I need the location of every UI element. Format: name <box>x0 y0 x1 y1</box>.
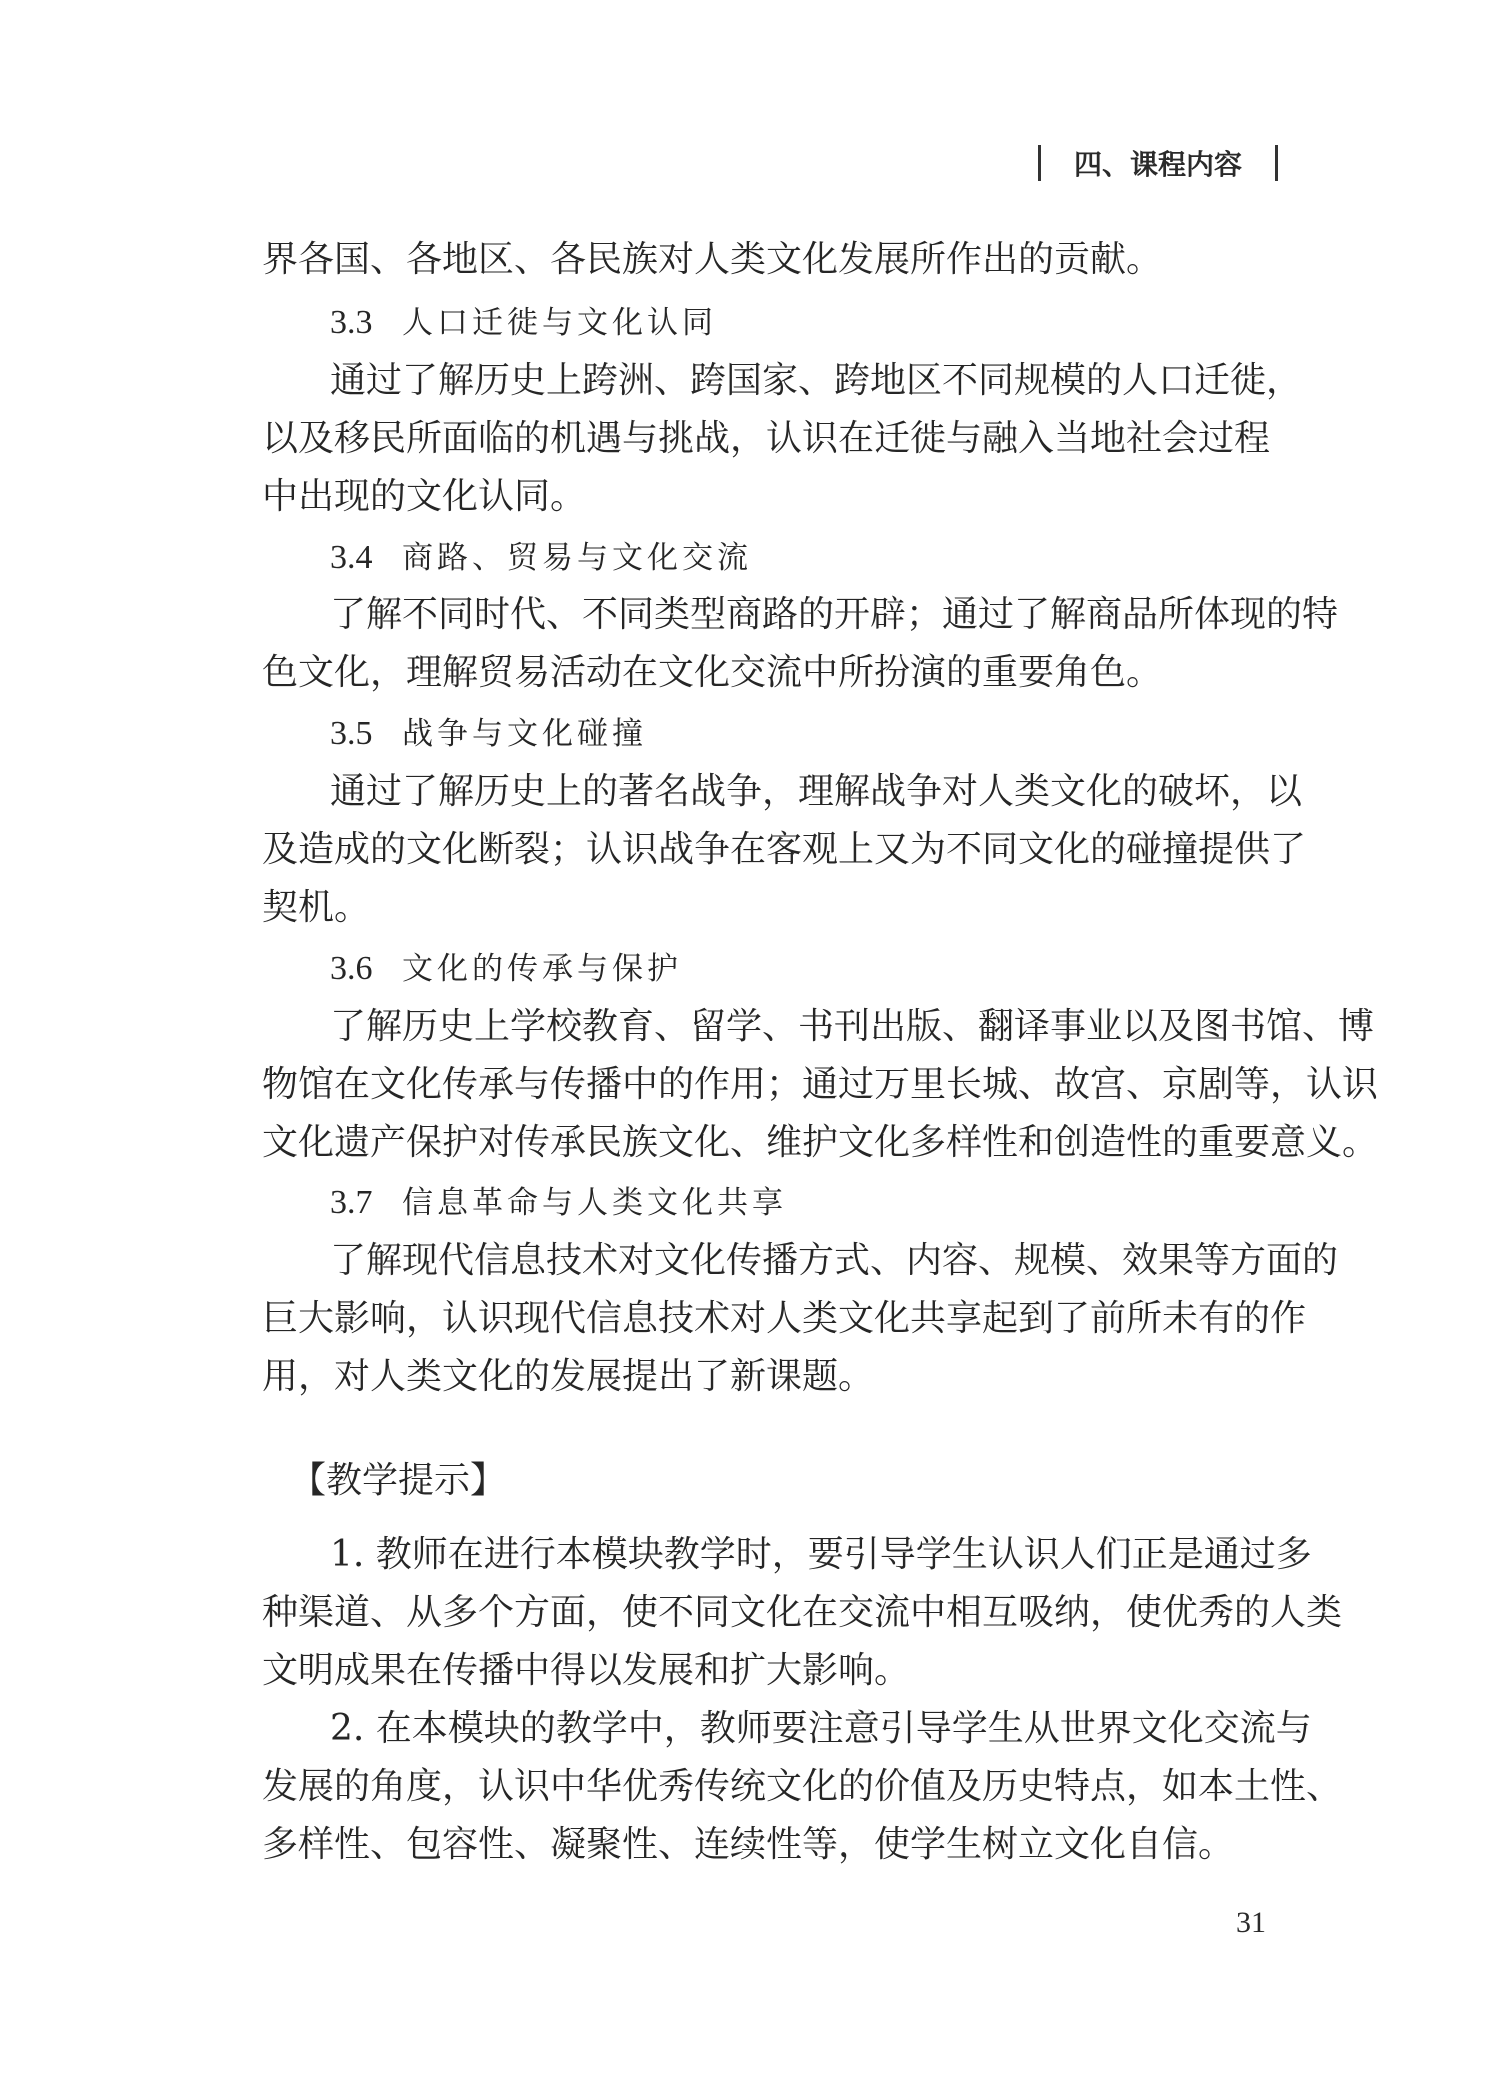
section-heading <box>330 533 752 583</box>
section-number: 3.4 <box>330 539 373 576</box>
running-header <box>1038 140 1278 186</box>
header-left-rule <box>1038 145 1041 181</box>
paragraph-line: 种渠道、从多个方面，使不同文化在交流中相互吸纳，使优秀的人类 <box>262 1592 1343 1633</box>
section-number: 3.7 <box>330 1184 373 1221</box>
header-right-rule <box>1275 145 1278 181</box>
page-number: 31 <box>1236 1906 1266 1939</box>
paragraph-line: 中出现的文化认同。 <box>262 476 587 517</box>
paragraph-line: 1. 教师在进行本模块教学时，要引导学生认识人们正是通过多 <box>330 1534 1312 1575</box>
paragraph-line: 契机。 <box>262 887 371 928</box>
paragraph-line: 2. 在本模块的教学中，教师要注意引导学生从世界文化交流与 <box>330 1708 1312 1749</box>
section-title: 人口迁徙与文化认同 <box>402 305 717 341</box>
section-number: 3.6 <box>330 950 373 987</box>
paragraph-line: 了解现代信息技术对文化传播方式、内容、规模、效果等方面的 <box>330 1240 1339 1281</box>
section-heading <box>330 944 682 994</box>
paragraph-line: 色文化，理解贸易活动在文化交流中所扮演的重要角色。 <box>262 652 1163 693</box>
paragraph-line: 通过了解历史上的著名战争，理解战争对人类文化的破坏，以 <box>330 771 1303 812</box>
paragraph-line: 文化遗产保护对传承民族文化、维护文化多样性和创造性的重要意义。 <box>262 1122 1379 1163</box>
paragraph-line: 多样性、包容性、凝聚性、连续性等，使学生树立文化自信。 <box>262 1824 1235 1865</box>
paragraph-line: 及造成的文化断裂；认识战争在客观上又为不同文化的碰撞提供了 <box>262 829 1307 870</box>
paragraph-line: 了解不同时代、不同类型商路的开辟；通过了解商品所体现的特 <box>330 594 1339 635</box>
paragraph-line: 以及移民所面临的机遇与挑战，认识在迁徙与融入当地社会过程 <box>262 418 1271 459</box>
paragraph-line: 巨大影响，认识现代信息技术对人类文化共享起到了前所未有的作 <box>262 1298 1307 1339</box>
paragraph-line: 文明成果在传播中得以发展和扩大影响。 <box>262 1650 911 1691</box>
section-title: 战争与文化碰撞 <box>402 716 647 752</box>
section-heading <box>330 1178 787 1228</box>
header-section-title: 四、课程内容 <box>1073 148 1242 181</box>
tips-heading: 【教学提示】 <box>290 1460 507 1501</box>
paragraph-line: 用，对人类文化的发展提出了新课题。 <box>262 1356 875 1397</box>
paragraph-line: 物馆在文化传承与传播中的作用；通过万里长城、故宫、京剧等，认识 <box>262 1064 1379 1105</box>
section-heading <box>330 709 647 759</box>
section-number: 3.5 <box>330 715 373 752</box>
section-title: 商路、贸易与文化交流 <box>402 540 752 576</box>
section-number: 3.3 <box>330 304 373 341</box>
paragraph-line: 了解历史上学校教育、留学、书刊出版、翻译事业以及图书馆、博 <box>330 1006 1375 1047</box>
paragraph-line: 通过了解历史上跨洲、跨国家、跨地区不同规模的人口迁徙， <box>330 360 1303 401</box>
paragraph-line: 界各国、各地区、各民族对人类文化发展所作出的贡献。 <box>262 239 1163 280</box>
section-heading <box>330 298 717 348</box>
section-title: 信息革命与人类文化共享 <box>402 1185 787 1221</box>
section-title: 文化的传承与保护 <box>402 951 682 987</box>
paragraph-line: 发展的角度，认识中华优秀传统文化的价值及历史特点，如本土性、 <box>262 1766 1343 1807</box>
